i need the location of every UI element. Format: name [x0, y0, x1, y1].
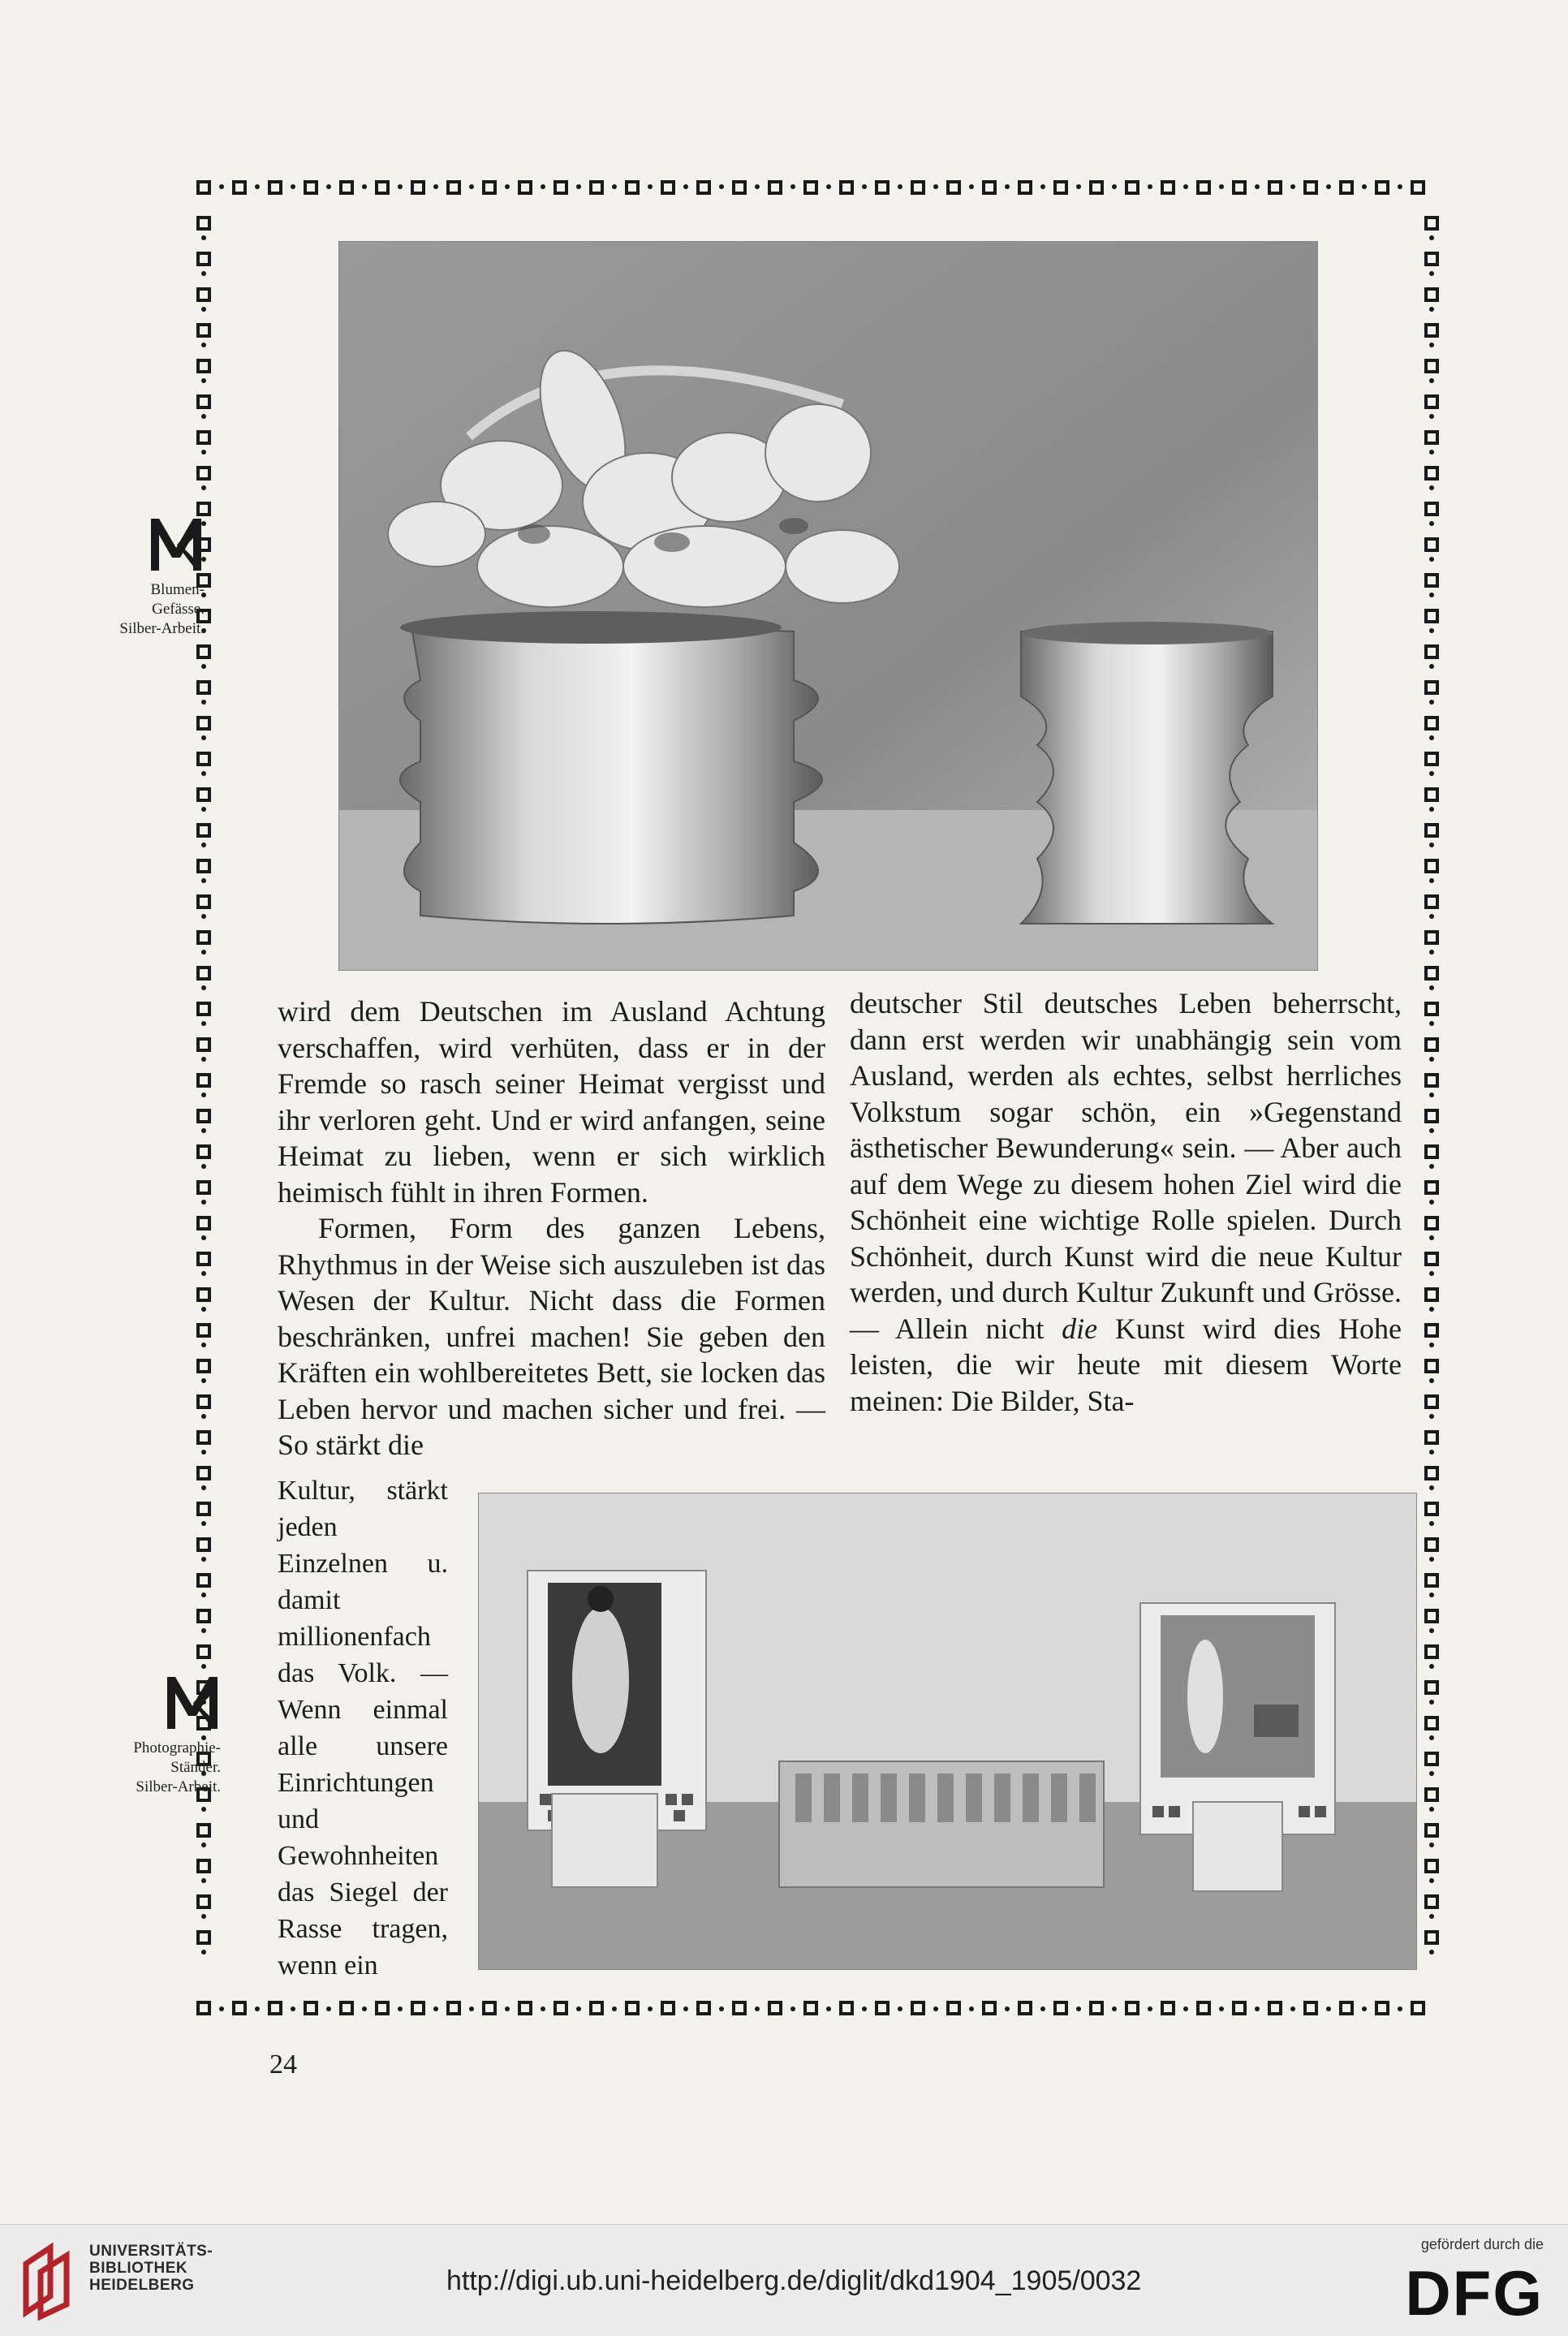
dfg-logo[interactable]: DFG — [1405, 2257, 1544, 2329]
margin-note-flower-vessels — [75, 515, 205, 639]
paragraph: Kultur, stärkt jeden Einzelnen u. damit millionenfach das Volk. — Wenn einmal alle unsere Einrichtungen und Gewohnheiten das Siegel der Rasse tragen, wenn ein — [278, 1476, 448, 1980]
margin-note-line: Ständer. — [170, 1759, 221, 1776]
margin-note-line: Gefässe. — [152, 601, 205, 618]
margin-note-line: Photographie- — [133, 1739, 221, 1756]
text-run: Kunst wird dies Hohe leisten, die wir heute mit diesem Worte meinen: Die Bilder, Sta- — [850, 1312, 1402, 1417]
viewer-footer — [0, 2224, 1568, 2336]
text-column-narrow — [278, 1472, 448, 1984]
margin-note-line: Silber-Arbeit. — [136, 1778, 221, 1795]
paragraph: Formen, Form des ganzen Lebens, Rhythmus in der Weise sich auszuleben ist das Wesen der Kultur. Nicht dass die Formen beschränken, unfrei machen! Sie geben den Kräften ein wohlbereitetes Bett, sie locken das Leben hervor und machen sicher und frei. — So stärkt die — [278, 1212, 825, 1461]
page-number: 24 — [269, 2049, 297, 2080]
text-run: deutscher Stil deutsches Leben beherrscht, dann erst werden wir unabhängig sein vom Ausland, werden als echtes, selbst herrliches Volkstum sogar schön, ein »Gegenstand ästhetischer Bewunderung« sein. — Aber auch auf dem Wege zu diesem hohen Ziel wird die Schönheit eine wichtige Rolle spielen. Durch Schönheit, durch Kunst wird die neue Kultur werden, und durch Kultur Zukunft und Grösse. — Allein nicht — [850, 987, 1402, 1345]
library-name-line: HEIDELBERG — [89, 2277, 195, 2294]
text-column-right — [850, 985, 1402, 1419]
library-name-line: UNIVERSITÄTS- — [89, 2243, 213, 2260]
margin-note-photo-stands — [91, 1674, 221, 1797]
mk-monogram-icon — [164, 1674, 221, 1732]
photo-photograph-stands — [479, 1493, 1416, 1969]
document-url-link[interactable]: http://digi.ub.uni-heidelberg.de/diglit/dkd1904_1905/0032 — [446, 2265, 1142, 2296]
text-column-left — [278, 993, 825, 1463]
funding-note: gefördert durch die — [1420, 2236, 1544, 2252]
library-name[interactable] — [89, 2243, 213, 2294]
paragraph — [850, 985, 1402, 1419]
library-logo-icon[interactable] — [18, 2239, 81, 2321]
mk-monogram-icon — [148, 515, 205, 574]
margin-note-line: Blumen- — [150, 581, 205, 598]
paragraph: wird dem Deutschen im Ausland Achtung verschaffen, wird verhüten, dass er in der Fremde so rasch seiner Heimat vergisst und ihr verloren geht. Und er wird anfangen, seine Heimat zu lieben, wenn er sich wirklich heimisch fühlt in ihren Formen. — [278, 995, 825, 1209]
emphasis-text: die — [1062, 1312, 1098, 1345]
margin-note-line: Silber-Arbeit. — [119, 620, 205, 637]
photo-flower-vessels — [339, 242, 1317, 970]
library-name-line: BIBLIOTHEK — [89, 2260, 188, 2277]
